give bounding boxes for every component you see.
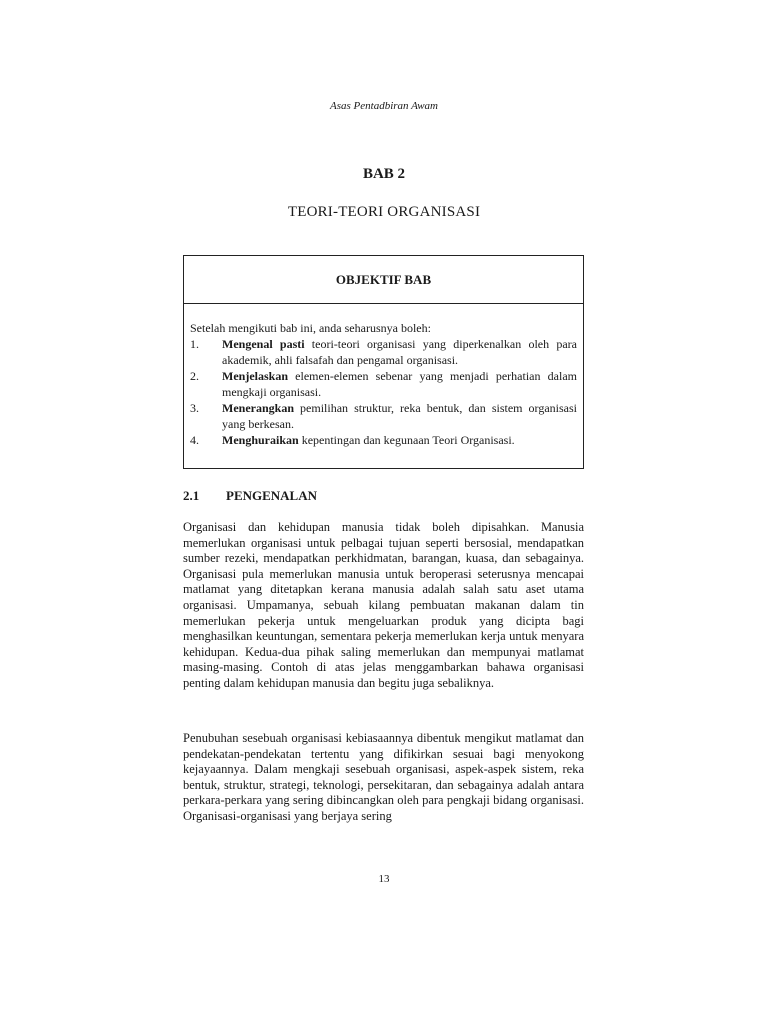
objective-number: 1. <box>190 337 199 351</box>
objective-text <box>222 400 577 432</box>
objective-item <box>190 432 577 448</box>
body-paragraph: Penubuhan sesebuah organisasi kebiasaannya dibentuk mengikut matlamat dan pendekatan-pendekatan tertentu yang difikirkan sesuai bagi menyokong kejayaannya. Dalam mengkaji sesebuah organisasi, aspek-aspek sistem, reka bentuk, struktur, strategi, teknologi, persekitaran, dan sebagainya adalah antara perkara-perkara yang sering dibincangkan oleh para pengkaji bidang organisasi. Organisasi-organisasi yang berjaya sering <box>183 731 584 823</box>
objectives-heading: OBJEKTIF BAB <box>184 256 583 304</box>
objective-description: elemen-elemen sebenar yang menjadi perhatian dalam mengkaji organisasi. <box>222 369 577 399</box>
objective-item <box>190 400 577 432</box>
objective-description: kepentingan dan kegunaan Teori Organisasi. <box>298 433 515 447</box>
section-title: PENGENALAN <box>226 488 318 503</box>
objective-text <box>222 336 577 368</box>
objective-verb: Menerangkan <box>222 401 294 415</box>
objective-item <box>190 336 577 368</box>
page-number: 13 <box>378 873 390 885</box>
objectives-intro: Setelah mengikuti bab ini, anda seharusnya boleh: <box>190 321 431 335</box>
chapter-title: TEORI-TEORI ORGANISASI <box>287 204 481 220</box>
section-number: 2.1 <box>183 488 200 503</box>
objectives-body <box>184 304 583 448</box>
objective-verb: Menghuraikan <box>222 433 299 447</box>
objective-number: 3. <box>190 401 199 415</box>
objective-number: 2. <box>190 369 199 383</box>
objective-description: pemilihan struktur, reka bentuk, dan sistem organisasi yang berkesan. <box>222 401 577 431</box>
objectives-box <box>183 255 584 469</box>
running-header: Asas Pentadbiran Awam <box>330 100 438 112</box>
section-heading <box>183 488 317 504</box>
objectives-list <box>190 336 577 448</box>
objective-verb: Menjelaskan <box>222 369 288 383</box>
objective-verb: Mengenal pasti <box>222 337 305 351</box>
objective-item <box>190 368 577 400</box>
objective-text <box>222 368 577 400</box>
objective-number: 4. <box>190 433 199 447</box>
objective-description: teori-teori organisasi yang diperkenalkan oleh para akademik, ahli falsafah dan pengamal organisasi. <box>222 337 577 367</box>
body-paragraph: Organisasi dan kehidupan manusia tidak boleh dipisahkan. Manusia memerlukan organisasi untuk pelbagai tujuan seperti bersosial, mendapatkan sumber rezeki, mendapatkan perkhidmatan, barangan, kuasa, dan sebagainya. Organisasi pula memerlukan manusia untuk beroperasi seterusnya mencapai matlamat yang ditetapkan kerana manusia adalah salah satu aset utama organisasi. Umpamanya, sebuah kilang pembuatan makanan dalam tin memerlukan pekerja untuk mengeluarkan produk yang dicipta bagi menghasilkan keuntungan, sementara pekerja memerlukan kerja untuk menyara kehidupan. Kedua-dua pihak saling memerlukan dan mempunyai matlamat masing-masing. Contoh di atas jelas menggambarkan bahawa organisasi penting dalam kehidupan manusia dan begitu juga sebaliknya. <box>183 520 584 690</box>
chapter-number: BAB 2 <box>362 166 406 182</box>
objective-text <box>222 432 577 448</box>
